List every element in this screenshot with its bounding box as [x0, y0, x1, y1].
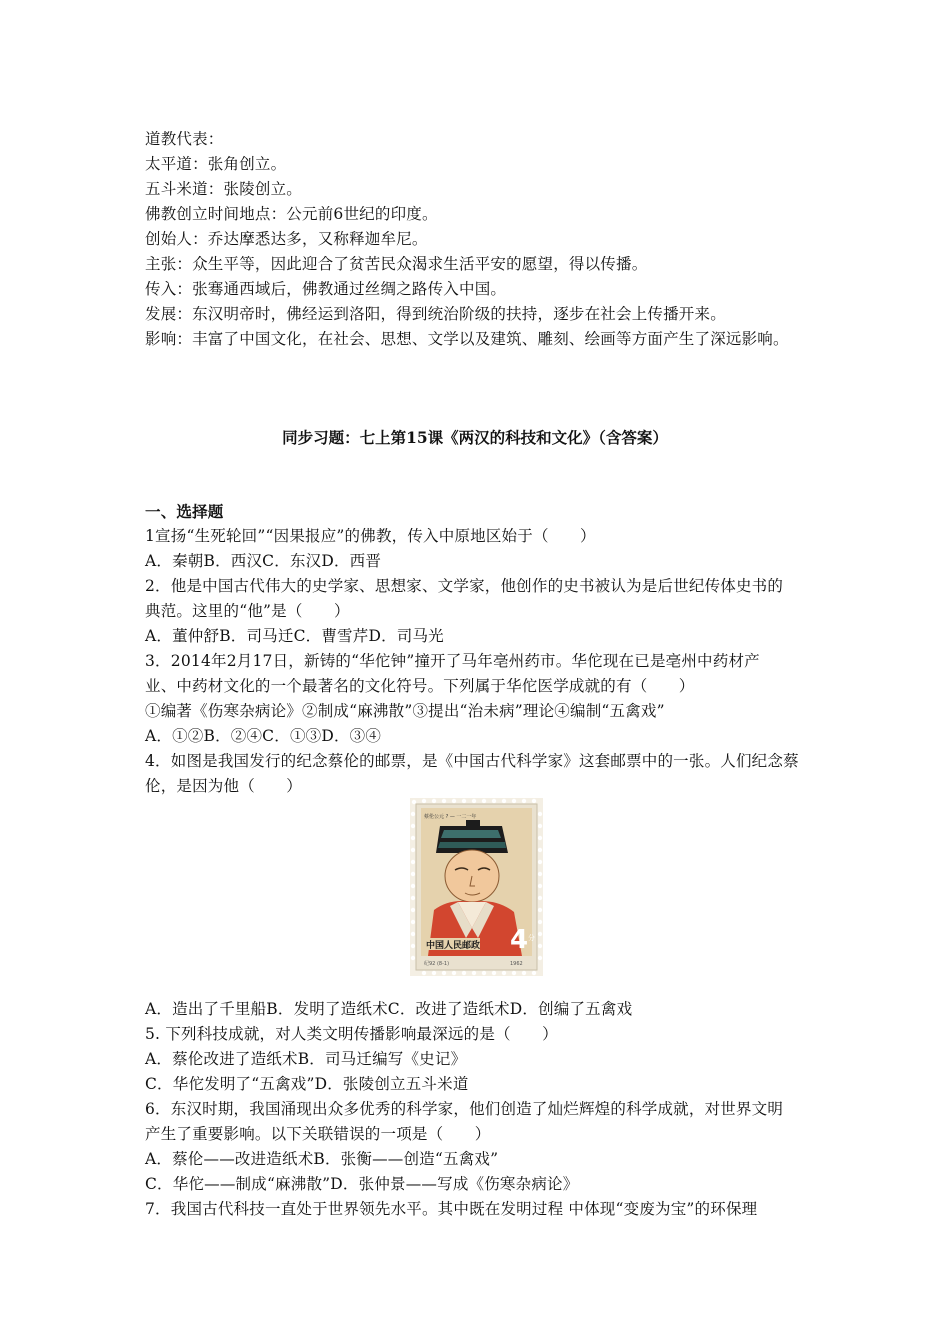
intro-line: 道教代表：	[145, 130, 224, 148]
intro-line: 影响：丰富了中国文化，在社会、思想、文学以及建筑、雕刻、绘画等方面产生了深远影响。	[145, 330, 789, 348]
cai-lun-stamp-image	[410, 798, 543, 976]
intro-line: 太平道：张角创立。	[145, 155, 287, 173]
question-line: 典范。这里的“他”是（ ）	[145, 602, 350, 620]
intro-line: 创始人：乔达摩悉达多，又称释迦牟尼。	[145, 230, 428, 248]
stamp-denomination: 4	[510, 925, 529, 955]
question-line: 业、中药材文化的一个最著名的文化符号。下列属于华佗医学成就的有（ ）	[145, 677, 695, 695]
question-line: 5. 下列科技成就，对人类文明传播影响最深远的是（ ）	[145, 1025, 558, 1043]
question-line: 6．东汉时期，我国涌现出众多优秀的科学家，他们创造了灿烂辉煌的科学成就，对世界文明	[145, 1100, 784, 1118]
stamp-top-caption: 蔡伦公元 ? — 一二一年	[424, 814, 477, 820]
question-line: 产生了重要影响。以下关联错误的一项是（ ）	[145, 1125, 491, 1143]
question-line: C．华佗——制成“麻沸散”D．张仲景——写成《伤寒杂病论》	[145, 1175, 579, 1193]
intro-line: 佛教创立时间地点：公元前6世纪的印度。	[145, 205, 438, 223]
stamp-year: 1962	[510, 961, 523, 967]
stamp-country-label: 中国人民邮政	[426, 941, 481, 951]
exercise-title: 同步习题：七上第15课《两汉的科技和文化》（含答案）	[282, 428, 668, 447]
intro-line: 五斗米道：张陵创立。	[145, 180, 303, 198]
question-line: A．①②B．②④C．①③D．③④	[145, 727, 382, 745]
stamp-serial: 纪92 (8-1)	[424, 961, 450, 967]
question-line: 伦，是因为他（ ）	[145, 777, 303, 795]
question-line: A．秦朝B．西汉C．东汉D．西晋	[145, 552, 382, 570]
question-line: A．董仲舒B．司马迁C．曹雪芹D．司马光	[145, 627, 444, 645]
stamp-denomination-unit: 分	[528, 934, 535, 942]
intro-line: 传入：张骞通西域后，佛教通过丝绸之路传入中国。	[145, 280, 507, 298]
section-heading: 一、选择题	[145, 502, 224, 521]
question-line: A．蔡伦改进了造纸术B．司马迁编写《史记》	[145, 1050, 467, 1068]
question-line: 4．如图是我国发行的纪念蔡伦的邮票，是《中国古代科学家》这套邮票中的一张。人们纪念蔡	[145, 752, 799, 770]
question-line: 3．2014年2月17日，新铸的“华佗钟”撞开了马年亳州药市。华佗现在已是亳州中药材产	[145, 652, 760, 670]
question-line: C．华佗发明了“五禽戏”D．张陵创立五斗米道	[145, 1075, 469, 1093]
question-line: 7．我国古代科技一直处于世界领先水平。其中既在发明过程 中体现“变废为宝”的环保理	[145, 1200, 758, 1218]
question-line: ①编著《伤寒杂病论》②制成“麻沸散”③提出“治未病”理论④编制“五禽戏”	[145, 702, 665, 720]
intro-line: 主张：众生平等，因此迎合了贫苦民众渴求生活平安的愿望，得以传播。	[145, 255, 648, 273]
intro-line: 发展：东汉明帝时，佛经运到洛阳，得到统治阶级的扶持，逐步在社会上传播开来。	[145, 305, 726, 323]
question-line: 2．他是中国古代伟大的史学家、思想家、文学家，他创作的史书被认为是后世纪传体史书的	[145, 577, 784, 595]
question-line: A．蔡伦——改进造纸术B．张衡——创造“五禽戏”	[145, 1150, 499, 1168]
question-line: 1宣扬“生死轮回”“因果报应”的佛教，传入中原地区始于（ ）	[145, 527, 596, 545]
question-line: A．造出了千里船B．发明了造纸术C．改进了造纸术D．创编了五禽戏	[145, 1000, 633, 1018]
